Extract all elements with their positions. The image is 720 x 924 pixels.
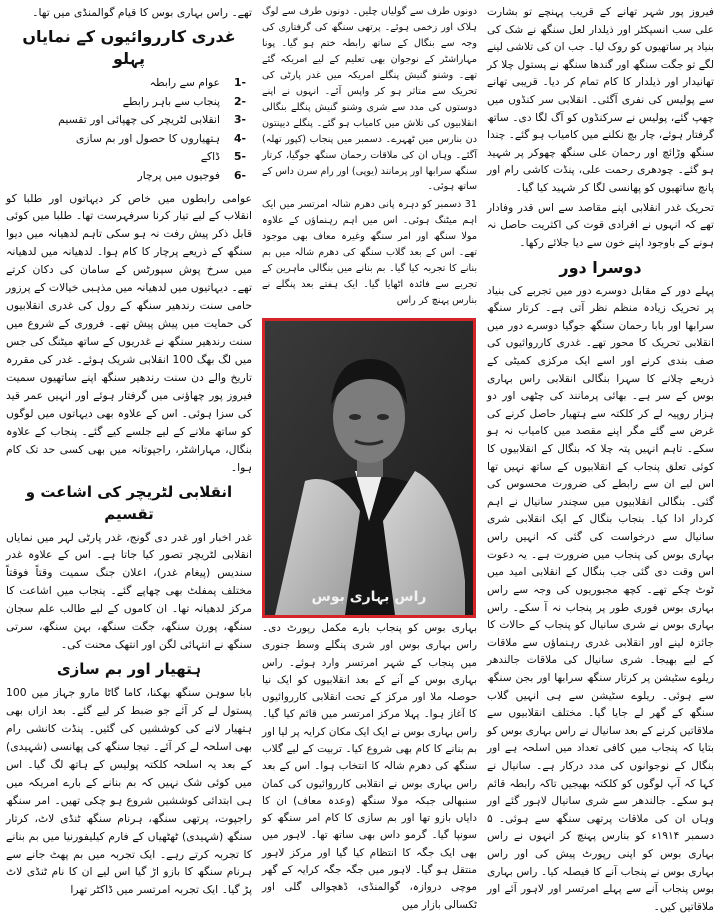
paragraph-steadfast: تحریک غدر انقلابی اپنے مقاصد سے اس قدر وفادار تھے کہ انہوں نے افرادی قوت کی اکثریت حاصل نہ ہونے کے باوجود اپنے خون سے دیا جلائے رکھا۔ [487, 201, 714, 249]
paragraph-intro: فیروز پور شہر تھانے کے قریب پہنچے تو بشارت علی سب انسپکٹر اور ذیلدار لعل سنگھ نے شک کی بنیاد پر ساتھیوں کو روک لیا۔ جب ان کی تلاشی لینے لگے تو جگت سنگھ اور گندھا سنگھ نے پستول چلا کر تھانیدار اور ذیلدار کا کام تمام کر دیا۔ قریبی تھانے سے پولیس کی نفری آگئی۔ انقلابی سر کنڈوں میں چھپ گئے، پولیس نے سرکنڈوں کو آگ لگا دی۔ ساتھ گرفتار ہوئے، چار بچ نکلنے میں کامیاب ہو گئے۔ چندا سنگھ وڑائچ اور رحمان علی سنگھ چھوکر پر شہید ہو گئے۔ چودھری رحمت علی، پنڈت کاشی رام اور پانچ ساتھیوں کو پھانسی لگا کر شہید کیا گیا۔ [487, 6, 714, 195]
list-item [6, 74, 246, 93]
portrait-illustration [265, 321, 473, 615]
list-item [6, 148, 246, 167]
section-heading-second-phase: دوسرا دور [559, 257, 642, 277]
heading-weapons: ہتھیار اور بم سازی [56, 660, 202, 679]
list-number: -1 [234, 75, 246, 89]
list-number: -5 [234, 150, 246, 164]
paragraph-mid-top: دونوں طرف سے گولیاں چلیں۔ دونوں طرف سے لوگ ہلاک اور زخمی ہوئے۔ پرتھی سنگھ کی گرفتاری کی وجہ سے بنگال کے ساتھ رابطہ ختم ہو گیا۔ پونا مہاراشٹر کے نوجوان بھی تعلیم کے لیے امریکہ گئے تھے۔ وشنو گنیش پنگلے امریکہ میں غدر پارٹی کی تحریک سے متاثر ہو کر واپس آئے۔ انہوں نے اپنے دوستوں کی مدد سے شری وشنو گنیش پنگلے بنگالی انقلابیوں کی تلاش میں کامیاب ہو گئے۔ پنگلے دیپنتون دن بنارس میں ٹھہرے۔ دسمبر میں پنجاب (کپور تھلہ) آگئے۔ وہاں ان کی ملاقات رحمان سنگھ جوگیا، کرتار سنگھ سرابھا اور پرمانند (یوپی) اور رام سرن داس کے ساتھ ہوئی۔ [262, 6, 477, 193]
column-middle [262, 4, 477, 311]
list-text: ڈاکے [200, 150, 220, 164]
paragraph-weapons: بابا سوہن سنگھ بھکنا، کاما گاٹا مارو جہاز میں 100 پستول لے کر آئے جو ضبط کر لیے گئے۔ بعد ازاں بھی ہتھیار لانے کی کوششیں کی گئیں۔ پنڈت کانشی رام بھی اسلحہ لے کر آئے۔ تیجا سنگھ کی پھانسی (شہیدی) کے بعد یہ اسلحہ کلکتہ پولیس کے ہاتھ لگ گیا۔ اس میں کوئی شک نہیں کہ بم بنانے کے بارے امریکہ میں ہی ابتدائی کوششیں شروع ہو چکی تھیں۔ امر سنگھ راجپوت، پرتھی سنگھ، ہرنام سنگھ ٹنڈی لاٹ، کرتار سنگھ (شہیدی) ٹھٹھیاں کے فارم کیلیفورنیا میں بم بنانے کا تجربہ کرتے رہے۔ ایک تجربہ میں بم پھٹ جانے سے ہرنام سنگھ کا بازو اڑ گیا اس لیے ان کا نام ٹنڈی لاٹ پڑ گیا۔ ایک تجربہ امرتسر میں ڈاکٹر تھرا [6, 686, 252, 897]
list-text: عوام سے رابطہ [149, 75, 220, 89]
list-item [6, 111, 246, 130]
list-text: ہتھیاروں کا حصول اور بم سازی [75, 131, 220, 145]
paragraph-mid-bottom: بہاری بوس کو پنجاب بارے مکمل رپورٹ دی۔ راس بہاری بوس اور شری پنگلے وسط جنوری میں پنجاب کے شہر امرتسر وارد ہوئے۔ راس بہاری بوس کے آنے کے بعد انقلابیوں کو ایک نیا حوصلہ ملا اور مرکز کے تحت انقلابی کارروائیوں کا آغاز ہوا۔ پہلا مرکز امرتسر میں قائم کیا گیا۔ راس بہاری بوس نے ایک ایک مکان کرایہ پر لیا اور بم بنانے کا کام بھی شروع کیا۔ تربیت کے لیے گلاب سنگھ کی دھرم شالہ کا انتخاب ہوا۔ اس کے بعد راس بہاری بوس نے انقلابی کارروائیوں کی کمان سنبھالی جبکہ مولا سنگھ (وعدہ معاف) ان کا دایاں بازو تھا اور بم سازی کا کام امر سنگھ کو سونپا گیا۔ گرمو داس بھی ساتھ تھا۔ لاہور میں بھی ایک جگہ کا انتظام کیا گیا اور مرکز لاہور منتقل ہو گیا۔ لاہور میں جگہ جگہ کرایہ کے گھر موچی دروازہ، گوالمنڈی، ڈھچوالی گلی اور ٹکسالی بازار میں [262, 622, 477, 911]
list-number: -3 [234, 113, 246, 127]
column-left [6, 4, 252, 901]
list-item [6, 93, 246, 112]
activities-list [6, 74, 252, 186]
list-item [6, 167, 246, 186]
paragraph-meeting: 31 دسمبر کو دہرہ پانی دھرم شالہ امرتسر میں ایک اہم میٹنگ ہوئی۔ اس میں اہم رہنماؤں کے علاوہ مولا سنگھ اور امر سنگھ وغیرہ معاف بھی موجود تھے۔ اس کے بعد گلاب سنگھ کی دھرم شالہ میں بم بنانے کا تجربہ کیا گیا۔ بم بنانے میں بنگالی ماہرین کے تجربے سے فائدہ اٹھایا گیا۔ ایک ہفتے بعد پنگلے نے بنارس پہنچ کر راس [262, 199, 477, 307]
heading-literature: انقلابی لٹریچر کی اشاعت و تقسیم [25, 482, 233, 523]
paragraph-left-top: تھے۔ راس بہاری بوس کا قیام گوالمنڈی میں تھا۔ [32, 6, 252, 19]
paragraph-literature: غدر اخبار اور غدر دی گونج، غدر پارٹی لہر میں نمایاں انقلابی لٹریچر تصور کیا جاتا ہے۔ اس کے علاوہ غدر سندیس (پیغام غدر)، اعلان جنگ سمیت وقتاً فوقتاً مختلف پمفلٹ بھی چھاپے گئے۔ پنجاب میں اشاعت کا مرکز لدھیانہ تھا۔ ان کاموں کے لیے طالب علم سجان سنگھ، پورن سنگھ، جگت سنگھ، بہن سنگھ، سرتی سنگھ نے انتہائی لگن اور انتھک محنت کی۔ [6, 530, 252, 652]
heading-activities: غدری کارروائیوں کے نمایاں پہلو [22, 26, 236, 68]
list-number: -2 [234, 94, 246, 108]
column-middle-lower [262, 620, 477, 916]
list-text: انقلابی لٹریچر کی چھپائی اور تقسیم [58, 113, 220, 127]
list-item [6, 130, 246, 149]
photo-caption: راس بہاری بوس [311, 589, 427, 605]
portrait-photo [262, 318, 476, 618]
paragraph-second-phase: پہلے دور کے مقابل دوسرے دور میں تجربے کی بنیاد پر تحریک زیادہ منظم نظر آتی ہے۔ کرتار سنگھ سرابھا اور بابا رحمان سنگھ جوگیا دوسرے دور میں انقلابی تحریک کا محور تھے۔ غدری کارروائیوں کی صف بندی کرنے اور اسے ایک مرکزی کمیٹی کے ذریعے چلانے کا سہرا بنگالی انقلابی راس بہاری بوس کے سر ہے۔ بھائی پرمانند کی چٹھی اور دو ہزار روپیہ لے کر کلکتہ سے ہتھیار حاصل کرنے کی غرض سے گئے مگر اپنے مقصد میں کامیاب نہ ہو سکے۔ تاہم انہیں پتہ چلا کہ بنگال کے انقلابیوں کا کوئی تعلق پنجاب کے انقلابیوں کے ساتھ نہیں تھا اس لیے ان سے رابطے کی ضرورت محسوس کی گئی۔ بنگالی انقلابیوں میں سچندر سانیال نے اہم کردار ادا کیا۔ بنجاب بنگال کے ایک انقلابی شری سانیال سے درخواست کی گئی کہ انہیں راس بہاری بوس کی پنجاب میں ضرورت ہے۔ یہ دعوت اس وقت دی گئی جب بنگال کے انقلابی امید میں ٹوٹ چکے تھے۔ کچھ مجبوریوں کی وجہ سے راس بہاری بوس فوری طور پر پنجاب نہ آ سکے۔ راس بہاری بوس نے شری سانیال کو پنجاب کے حالات کا جائزہ لینے اور انقلابی غدری رہنماؤں سے ملاقات کے لیے بھیجا۔ شری سانیال کی ملاقات جالندھر ریلوے سٹیشن پر کرتار سنگھ سرابھا اور بجن سنگھ سے ہوئی۔ ریلوے سٹیشن سے ہی انہیں گلاب سنگھ کے گھر لے جایا گیا۔ مختلف انقلابیوں سے ملاقاتیں کرنے کے بعد سانیال نے راس بہاری بوس کو بتایا کہ پنجاب میں کافی تعداد میں اسلحہ ہے اور بنگال کے نوجوانوں کی مدد درکار ہے۔ سانیال نے کہا کہ آپ لوگوں کو کلکتہ بھیجیں تاکہ رابطہ قائم ہو سکے۔ جالندھر سے شری سانیال لاہور گئے اور وہاں ان کی ملاقات پرتھی سنگھ سے ہوئی۔ ۵ دسمبر ۱۹۱۴ء کو بنارس پہنچ کر انہوں نے راس بہاری بوس کو اپنی رپورٹ پیش کی اور راس بہاری بوس نے پنجاب آنے کا فیصلہ کیا۔ راس بہاری بوس پنجاب آنے سے پہلے امرتسر اور لاہور آئے اور ملاقاتیں کیں۔ [487, 284, 714, 913]
list-text: فوجیوں میں پرچار [137, 168, 220, 182]
list-text: پنجاب سے باہر رابطے [122, 94, 220, 108]
paragraph-public-contact: عوامی رابطوں میں خاص کر دیہاتوں اور طلبا کو انقلاب کے لیے تیار کرنا سرفہرست تھا۔ طلبا میں کوئی قابل ذکر پیش رفت نہ ہو سکی تاہم لدھیانہ میں دیوا سنگھ کے ذریعے پرچار کا کام ہوا۔ لدھیانہ میں لدھیانہ میں سرخ پوش سپورٹس کے سامان کی دکان کرتے تھے۔ دیہاتیوں میں لدھیانہ میں مذہبی خیالات کے پرزور حامی سنت رندھیر سنگھ کے رول کی غدری انقلابیوں کی حمایت میں پیش پیش تھے۔ فروری کے شروع میں سنت رندھیر سنگھ نے غدریوں کے ساتھ میٹنگ کی جس میں لگ بھگ 100 انقلابی شریک ہوئے۔ غدر کی مقررہ تاریخ والے دن سنت رندھیر سنگھ اپنے ساتھیوں سمیت فیروز پور چھاؤنی میں گرفتار ہوئے اور انہیں عمر قید کی سزا ہوئی۔ اس کے علاوہ بھی دیہاتوں میں لوگوں کو ساتھ ملانے کے لیے جلسے کیے گئے۔ پنجاب کے علاوہ بنگال، مہاراشٹر، راجپوتانہ میں بھی کسی حد تک کام ہوا۔ [6, 191, 253, 474]
column-right [487, 4, 714, 918]
list-number: -6 [234, 168, 246, 182]
list-number: -4 [234, 131, 246, 145]
